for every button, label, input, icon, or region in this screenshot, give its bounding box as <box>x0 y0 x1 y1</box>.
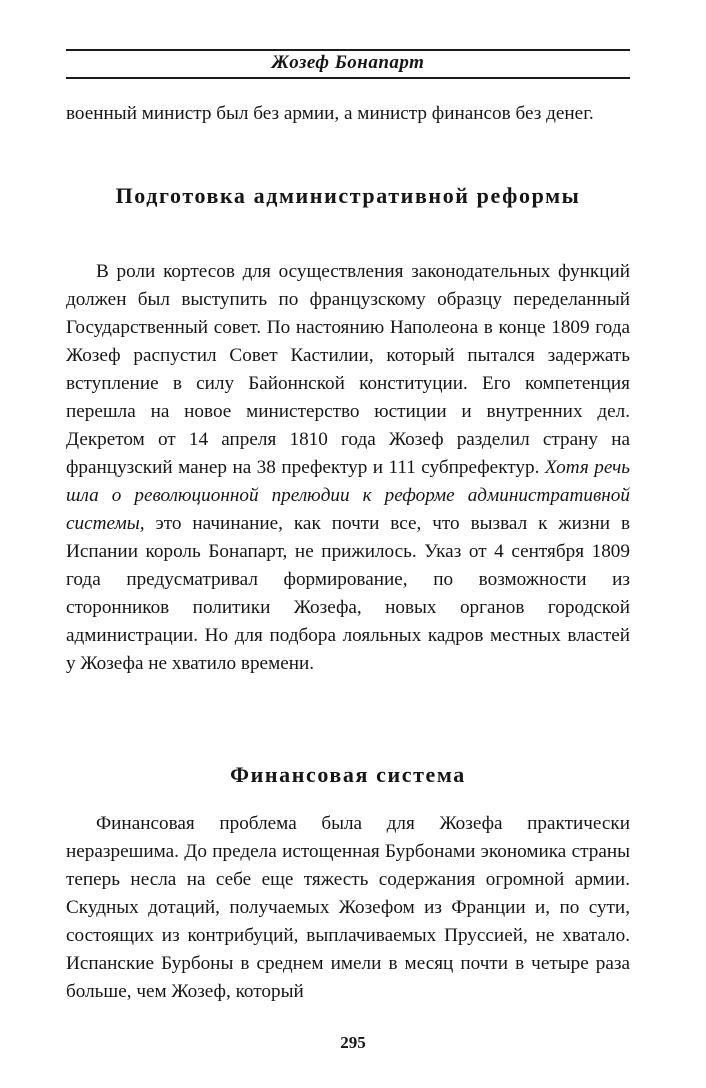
page-number: 295 <box>340 1033 366 1052</box>
paragraph-continued: военный министр был без армии, а министр финансов без денег. <box>66 103 594 124</box>
paragraph-administrative-reform <box>66 258 630 678</box>
text-run: В роли кортесов для осуществления законодательных функций должен был выступить по французскому образцу переделанный Государственный совет. <box>66 261 630 338</box>
italic-text-run: Хотя речь шла о революционной прелюдии к реформе административной системы, <box>66 457 630 534</box>
header-rule-bottom <box>66 77 630 79</box>
running-head: Жозеф Бонапарт <box>271 52 425 73</box>
text-run: По настоянию Наполеона в конце 1809 года Жозеф распустил Совет Кастилии, который пытался задержать вступление в силу Байоннской конституции. Его компетенция перешла на новое министерство юстиции и внутренних дел. Декретом от 14 апреля 1810 года Жозеф разделил страну на французский манер на 38 префектур и 111 субпрефектур. <box>66 317 630 478</box>
text-run: это начинание, как почти все, что вызвал к жизни в Испании король Бонапарт, не прижилось. Указ от 4 сентября 1809 года предусматривал формирование, по возможности из сторонников политики Жозефа, новых органов городской администрации. Но для подбора лояльных кадров местных властей у Жозефа не хватило времени. <box>66 513 630 674</box>
paragraph-financial-system: Финансовая проблема была для Жозефа практически неразрешима. До предела истощенная Бурбонами экономика страны теперь несла на себе еще тяжесть содержания огромной армии. Скудных дотаций, получаемых Жозефом из Франции и, по сути, состоящих из контрибуций, выплачиваемых Пруссией, не хватало. Испанские Бурбоны в среднем имели в месяц почти в четыре раза больше, чем Жозеф, который <box>66 813 630 1002</box>
section-heading-financial-system: Финансовая система <box>230 762 466 787</box>
section-heading-administrative-reform: Подготовка административной реформы <box>115 183 581 208</box>
